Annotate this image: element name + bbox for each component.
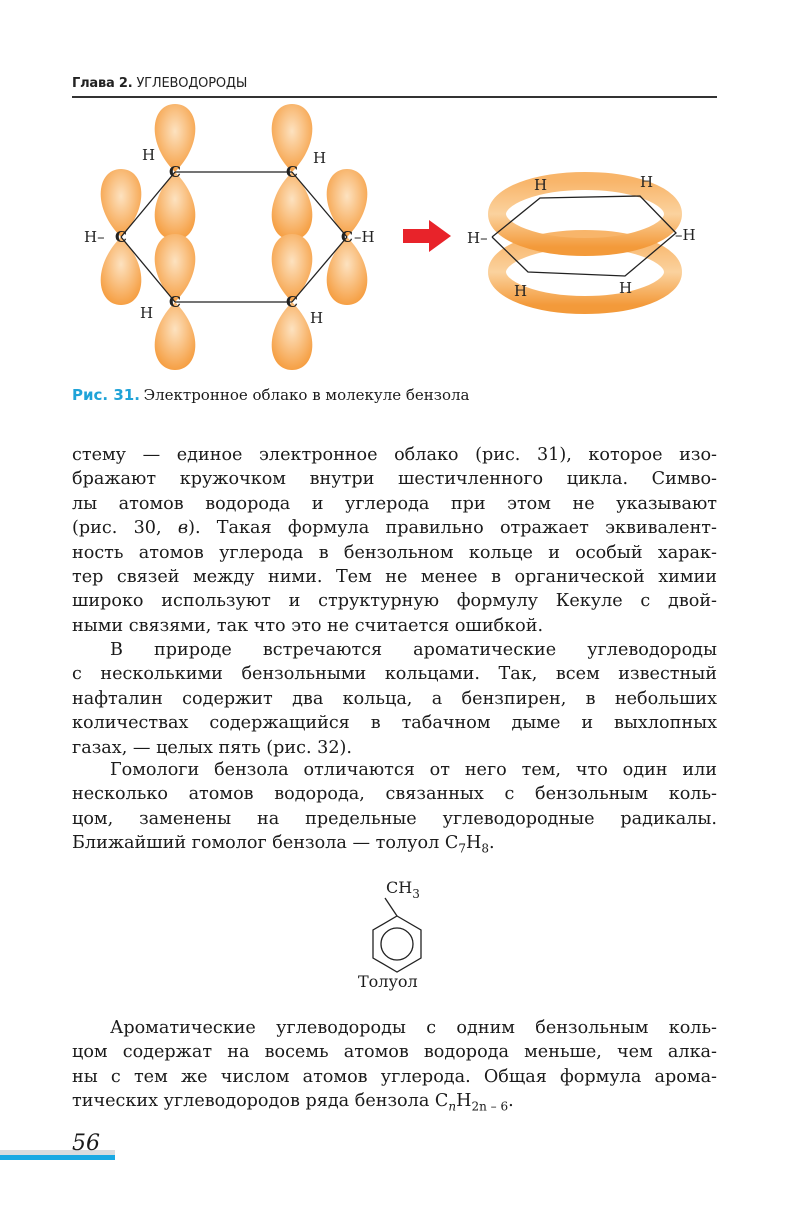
text-line: стему — единое электронное облако (рис. 31), которое изо- (72, 445, 717, 465)
hydrogen-label: H (640, 173, 654, 191)
text-line: широко используют и структурную формулу Кекуле с двой- (72, 591, 717, 612)
p-orbitals (101, 104, 368, 370)
text-run: тических углеводородов ряда бензола C (72, 1091, 449, 1112)
orbital-lobe (155, 234, 196, 302)
text-line (72, 831, 717, 855)
orbital-lobe (155, 172, 196, 240)
carbon-label: C (169, 163, 181, 181)
orbital-lobe (155, 302, 196, 370)
text-line: количествах содержащийся в табачном дыме и выхлопных (72, 713, 717, 734)
text-line: цом содержат на восемь атомов водорода меньше, чем алка- (72, 1042, 717, 1063)
text-line: лы атомов водорода и углерода при этом не указывают (72, 493, 717, 514)
hydrogen-label: H (142, 146, 156, 164)
electron-rings (467, 173, 696, 305)
page-number: 56 (72, 1131, 100, 1156)
figure-number: Рис. 31. (72, 386, 140, 404)
text-run: . (488, 833, 495, 854)
text-line: цом, заменены на предельные углеводородные радикалы. (72, 808, 717, 829)
subscript: n (448, 1099, 457, 1114)
methyl-group-label (386, 878, 420, 901)
paragraph-3 (72, 758, 717, 856)
text-run: Ближайший гомолог бензола — толуол C (72, 833, 459, 854)
carbon-label: C (341, 228, 353, 246)
text-run: H (456, 1091, 472, 1112)
hydrogen-label: H (514, 282, 528, 300)
orbital-lobe (101, 169, 142, 237)
text-line: ность атомов углерода в бензольном кольце и особый харак- (72, 542, 717, 563)
text-line: с несколькими бензольными кольцами. Так, всем известный (72, 664, 717, 685)
text-line: ны с тем же числом атомов углерода. Общая формула арома- (72, 1066, 717, 1087)
hydrogen-label: H (313, 149, 327, 167)
text-line (72, 516, 717, 540)
orbital-lobe (272, 234, 313, 302)
carbon-bonds (121, 172, 347, 302)
toluene-label: Толуол (358, 972, 418, 991)
orbital-lobe (272, 172, 313, 240)
orbital-lobe (155, 104, 196, 172)
text-line: ными связями, так что это не считается ошибкой. (72, 615, 544, 636)
caption-text: Электронное облако в молекуле бензола (143, 386, 470, 404)
chapter-title: УГЛЕВОДОРОДЫ (136, 76, 248, 91)
hydrogen-label: H (619, 279, 633, 297)
hydrogen-label: H– (84, 228, 105, 246)
carbon-label: C (169, 293, 181, 311)
paragraph-4 (72, 1016, 717, 1114)
hydrogen-label: H (310, 309, 324, 327)
paragraph-1 (72, 443, 717, 638)
text-run: CH (386, 878, 413, 897)
orbital-lobe (272, 104, 313, 172)
text-line: несколько атомов водорода, связанных с бензольным коль- (72, 784, 717, 805)
subscript: 7 (458, 841, 466, 856)
text-run: . (508, 1091, 514, 1112)
hydrogen-label: H (140, 304, 154, 322)
text-line: бражают кружочком внутри шестичленного цикла. Симво- (72, 469, 717, 490)
text-line (72, 1089, 717, 1113)
text-line: нафталин содержит два кольца, а бензпирен, в небольших (72, 688, 717, 709)
chapter-number: Глава 2. (72, 76, 133, 91)
carbon-label: C (286, 293, 298, 311)
text-line: В природе встречаются ароматические углеводороды (110, 640, 717, 660)
hydrogen-label: –H (675, 226, 696, 244)
subscript: 3 (412, 887, 420, 901)
text-run: ). Такая формула правильно отражает эквивалент- (188, 518, 717, 539)
orbital-lobe (272, 302, 313, 370)
orbital-lobe (327, 169, 368, 237)
hydrogen-label: H– (467, 229, 488, 247)
hydrogen-label: H (534, 176, 548, 194)
text-line: газах, — целых пять (рис. 32). (72, 737, 352, 758)
text-line: Гомологи бензола отличаются от него тем, что один или (110, 760, 717, 780)
arrow-icon (403, 220, 451, 252)
subscript: 2n – 6 (471, 1099, 509, 1114)
figure-caption (72, 386, 470, 405)
text-run: H (465, 833, 482, 854)
orbital-lobe (101, 237, 142, 305)
text-line: тер связей между ними. Тем не менее в органической химии (72, 567, 717, 588)
subscript: 8 (481, 841, 489, 856)
carbon-label: C (286, 163, 298, 181)
text-run: (рис. 30, (72, 518, 178, 539)
carbon-label: C (115, 228, 127, 246)
orbital-lobe (327, 237, 368, 305)
hydrogen-label: –H (354, 228, 375, 246)
benzene-electron-cloud-figure (0, 0, 794, 400)
paragraph-2 (72, 638, 717, 760)
text-line: Ароматические углеводороды с одним бензольным коль- (110, 1018, 717, 1038)
italic-run: в (177, 518, 189, 539)
